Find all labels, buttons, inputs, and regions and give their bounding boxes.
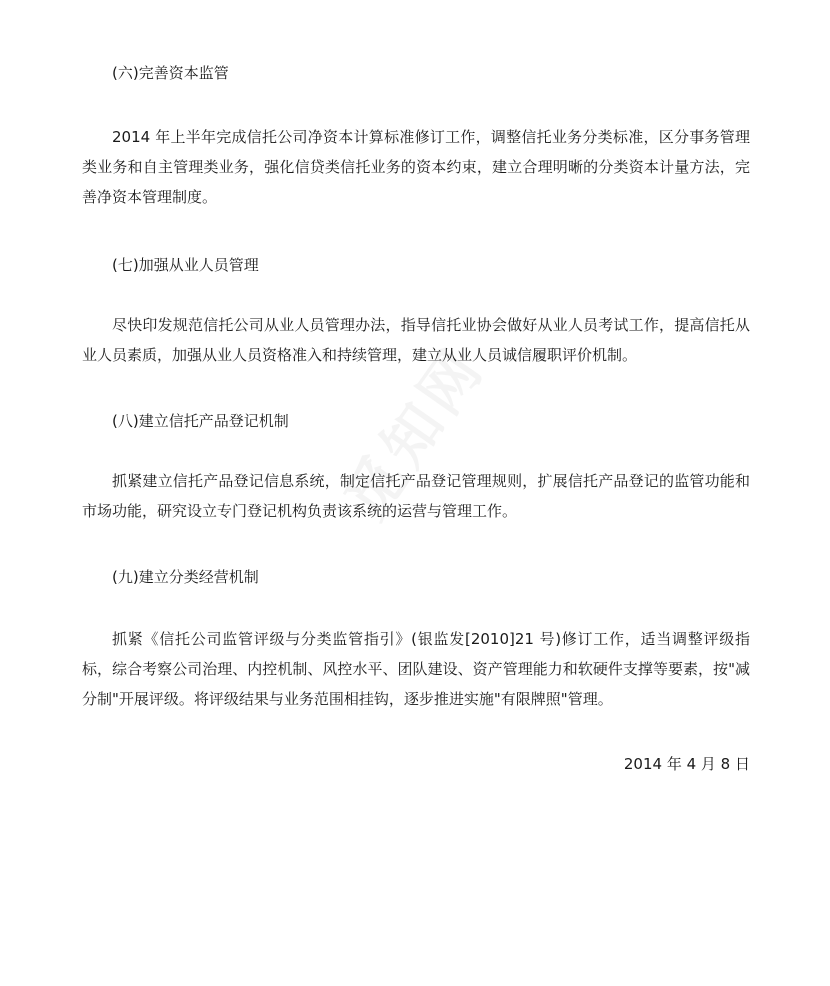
section-7-heading: (七)加强从业人员管理	[112, 256, 259, 274]
section-6-heading: (六)完善资本监管	[112, 64, 229, 82]
section-8-body: 抓紧建立信托产品登记信息系统，制定信托产品登记管理规则，扩展信托产品登记的监管功能和市场功能，研究设立专门登记机构负责该系统的运营与管理工作。	[82, 472, 750, 520]
document-date: 2014 年 4 月 8 日	[623, 755, 750, 773]
section-7-body: 尽快印发规范信托公司从业人员管理办法，指导信托业协会做好从业人员考试工作，提高信托从业人员素质，加强从业人员资格准入和持续管理，建立从业人员诚信履职评价机制。	[82, 316, 750, 364]
section-9-body: 抓紧《信托公司监管评级与分类监管指引》(银监发[2010]21 号)修订工作，适当调整评级指标，综合考察公司治理、内控机制、风控水平、团队建设、资产管理能力和软硬件支撑等要素，按"减分制"开展评级。将评级结果与业务范围相挂钩，逐步推进实施"有限牌照"管理。	[82, 630, 750, 708]
section-9-heading: (九)建立分类经营机制	[112, 568, 259, 586]
section-6-body: 2014 年上半年完成信托公司净资本计算标准修订工作，调整信托业务分类标准，区分事务管理类业务和自主管理类业务，强化信贷类信托业务的资本约束，建立合理明晰的分类资本计量方法，完善净资本管理制度。	[82, 128, 750, 206]
section-8-heading: (八)建立信托产品登记机制	[112, 412, 289, 430]
